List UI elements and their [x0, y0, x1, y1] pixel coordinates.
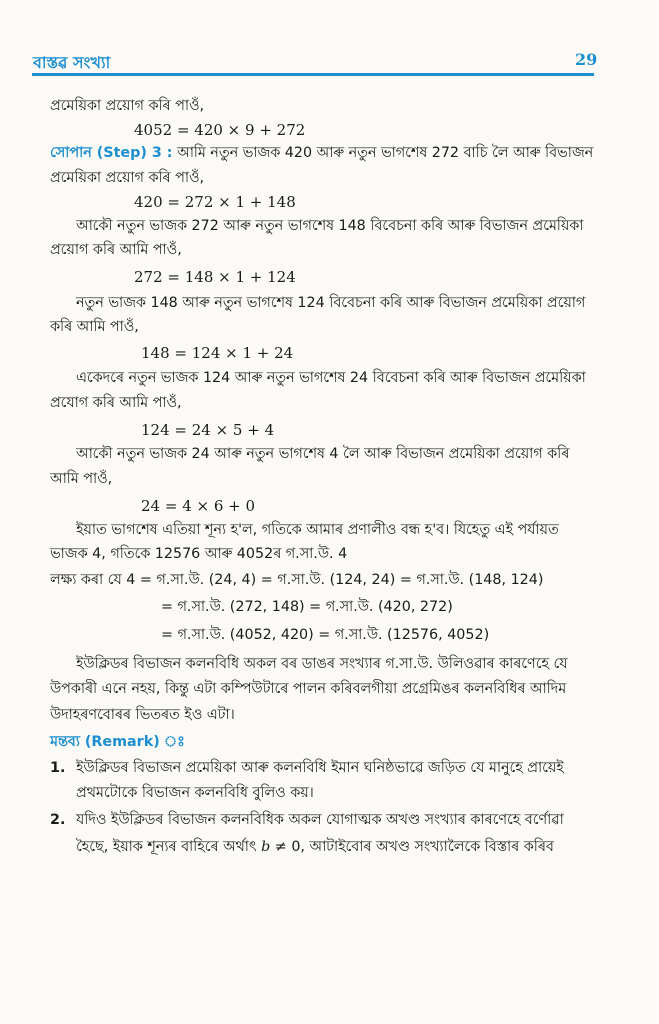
equation-line: 420 = 272 × 1 + 148: [134, 193, 296, 211]
equation-line: 24 = 4 × 6 + 0: [141, 497, 256, 515]
math-variable-b: b: [261, 839, 271, 855]
step-line: [50, 142, 593, 164]
remark-heading: মন্তব্য (Remark) ঃ: [50, 734, 185, 750]
text-line: ইউক্লিডৰ বিভাজন কলনবিধি অকল বৰ ডাঙৰ সংখ্যাৰ গ.সা.উ. উলিওৱাৰ কাৰণেহে যে: [76, 656, 568, 672]
text-line: কৰি আমি পাওঁ,: [50, 319, 139, 335]
equation-line: 124 = 24 × 5 + 4: [141, 421, 275, 439]
remark-text-part: হৈছে, ইয়াক শূন্যৰ বাহিৰে অৰ্থাৎ: [76, 839, 257, 855]
text-line: উপকাৰী এনে নহয়, কিন্তু এটা কম্পিউটাৰে পালন কৰিবলগীয়া প্ৰগ্ৰেমিঙৰ কলনবিধিৰ আদিম: [50, 681, 567, 697]
text-line: ভাজক 4, গতিকে 12576 আৰু 4052ৰ গ.সা.উ. 4: [50, 546, 348, 562]
remark-item-text: [76, 836, 554, 858]
equation-line: 148 = 124 × 1 + 24: [141, 344, 294, 362]
remark-text-part: ≠ 0, আটাইবোৰ অখণ্ড সংখ্যালৈকে বিস্তাৰ কৰিব: [274, 839, 554, 855]
text-line: একেদৰে নতুন ভাজক 124 আৰু নতুন ভাগশেষ 24 বিবেচনা কৰি আৰু বিভাজন প্ৰমেয়িকা: [76, 370, 586, 386]
remark-item-number: 2.: [50, 812, 66, 828]
equation-line: 4052 = 420 × 9 + 272: [134, 121, 306, 139]
text-line: ইয়াত ভাগশেষ এতিয়া শূন্য হ'ল, গতিকে আমাৰ প্ৰণালীও বন্ধ হ'ব। যিহেতু এই পৰ্যায়ত: [76, 522, 559, 538]
equation-line: 272 = 148 × 1 + 124: [134, 268, 296, 286]
text-line: আমি পাওঁ,: [50, 471, 113, 487]
remark-item-number: 1.: [50, 760, 66, 776]
header-rule: [32, 73, 594, 76]
text-line: নতুন ভাজক 148 আৰু নতুন ভাগশেষ 124 বিবেচনা কৰি আৰু বিভাজন প্ৰমেয়িকা প্ৰয়োগ: [76, 295, 586, 311]
text-line: লক্ষ্য কৰা যে 4 = গ.সা.উ. (24, 4) = গ.সা.উ. (124, 24) = গ.সা.উ. (148, 124): [50, 572, 544, 588]
step-label: সোপান (Step) 3 :: [50, 145, 173, 161]
text-line: প্ৰযোগ কৰি আমি পাওঁ,: [50, 395, 182, 411]
remark-item-text: প্ৰথমটোকে বিভাজন কলনবিধি বুলিও কয়।: [76, 785, 314, 801]
page-number: 29: [575, 50, 598, 69]
step-text: আমি নতুন ভাজক 420 আৰু নতুন ভাগশেষ 272 বাচি লৈ আৰু বিভাজন: [177, 145, 594, 161]
text-line: উদাহৰণবোৰৰ ভিতৰত ইও এটা।: [50, 707, 235, 723]
remark-item-text: ইউক্লিডৰ বিভাজন প্ৰমেয়িকা আৰু কলনবিধি ইমান ঘনিষ্ঠভাৱে জড়িত যে মানুহে প্ৰায়েই: [76, 760, 564, 776]
remark-item-text: যদিও ইউক্লিডৰ বিভাজন কলনবিধিক অকল যোগাত্মক অখণ্ড সংখ্যাৰ কাৰণেহে বৰ্ণোৱা: [76, 812, 564, 828]
text-line: = গ.সা.উ. (272, 148) = গ.সা.উ. (420, 272): [161, 599, 453, 615]
text-line: আকৌ নতুন ভাজক 272 আৰু নতুন ভাগশেষ 148 বিবেচনা কৰি আৰু বিভাজন প্ৰমেয়িকা: [76, 218, 584, 234]
text-line: আকৌ নতুন ভাজক 24 আৰু নতুন ভাগশেষ 4 লৈ আৰু বিভাজন প্ৰমেয়িকা প্ৰয়োগ কৰি: [76, 446, 570, 462]
text-line: প্ৰমেয়িকা প্ৰয়োগ কৰি পাওঁ,: [50, 170, 205, 186]
text-line: প্ৰমেয়িকা প্ৰয়োগ কৰি পাওঁ,: [50, 98, 205, 114]
running-header-title: বাস্তৱ সংখ্যা: [33, 53, 111, 72]
text-line: = গ.সা.উ. (4052, 420) = গ.সা.উ. (12576, 4052): [161, 627, 490, 643]
text-line: প্ৰয়োগ কৰি আমি পাওঁ,: [50, 242, 182, 258]
